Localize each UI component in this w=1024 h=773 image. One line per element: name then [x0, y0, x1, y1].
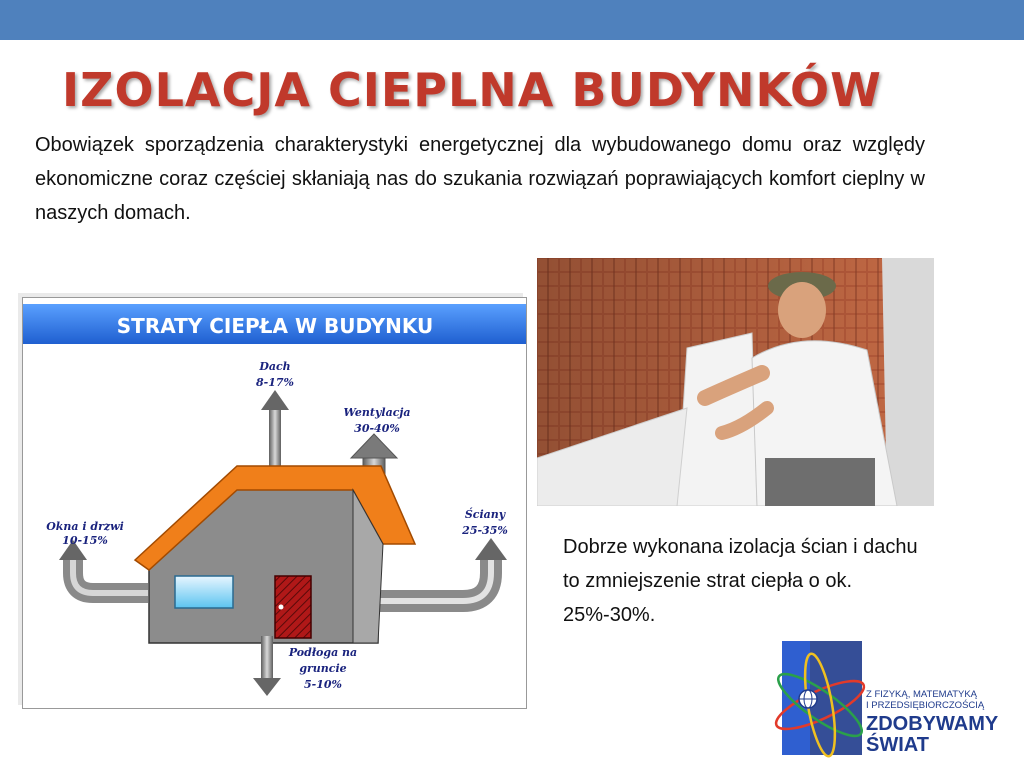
roof-label: Dach [259, 360, 291, 373]
heat-loss-diagram [22, 297, 527, 709]
floor-label-line1: Podłoga na [288, 646, 358, 659]
windows-loss-arrow [59, 540, 148, 593]
project-logo [770, 633, 1024, 768]
house-body [149, 476, 378, 643]
caption-paragraph: Dobrze wykonana izolacja ścian i dachu to zmniejszenie strat ciepła o ok. 25%-30%. [563, 536, 918, 626]
roof-value: 8-17% [256, 376, 294, 389]
floor-label-line2: gruncie [299, 662, 347, 675]
house-window [175, 576, 233, 608]
logo-line1: Z FIZYKĄ, MATEMATYKĄ [866, 689, 978, 700]
walls-loss-arrow [378, 538, 507, 601]
ventilation-label: Wentylacja [343, 406, 411, 419]
windows-value: 10-15% [62, 534, 108, 547]
diagram-header: STRATY CIEPŁA W BUDYNKU [116, 314, 434, 338]
top-bar [0, 0, 1024, 40]
walls-label: Ściany [464, 508, 506, 521]
logo-line2: I PRZEDSIĘBIORCZOŚCIĄ [866, 700, 985, 711]
ventilation-value: 30-40% [354, 422, 400, 435]
walls-value: 25-35% [462, 524, 508, 537]
insulation-photo [537, 258, 934, 506]
intro-paragraph: Obowiązek sporządzenia charakterystyki energetycznej dla wybudowanego domu oraz względy ekonomiczne coraz częściej skłaniają nas do szukania rozwiązań poprawiających komfort cieplny w naszych domach. [35, 134, 925, 224]
windows-label: Okna i drzwi [46, 520, 124, 533]
floor-value: 5-10% [304, 678, 342, 691]
logo-line3: ZDOBYWAMY [866, 713, 999, 735]
logo-line4: ŚWIAT [866, 734, 929, 756]
floor-loss-arrow [253, 636, 281, 696]
slide-title: IZOLACJA CIEPLNA BUDYNKÓW [62, 63, 882, 117]
